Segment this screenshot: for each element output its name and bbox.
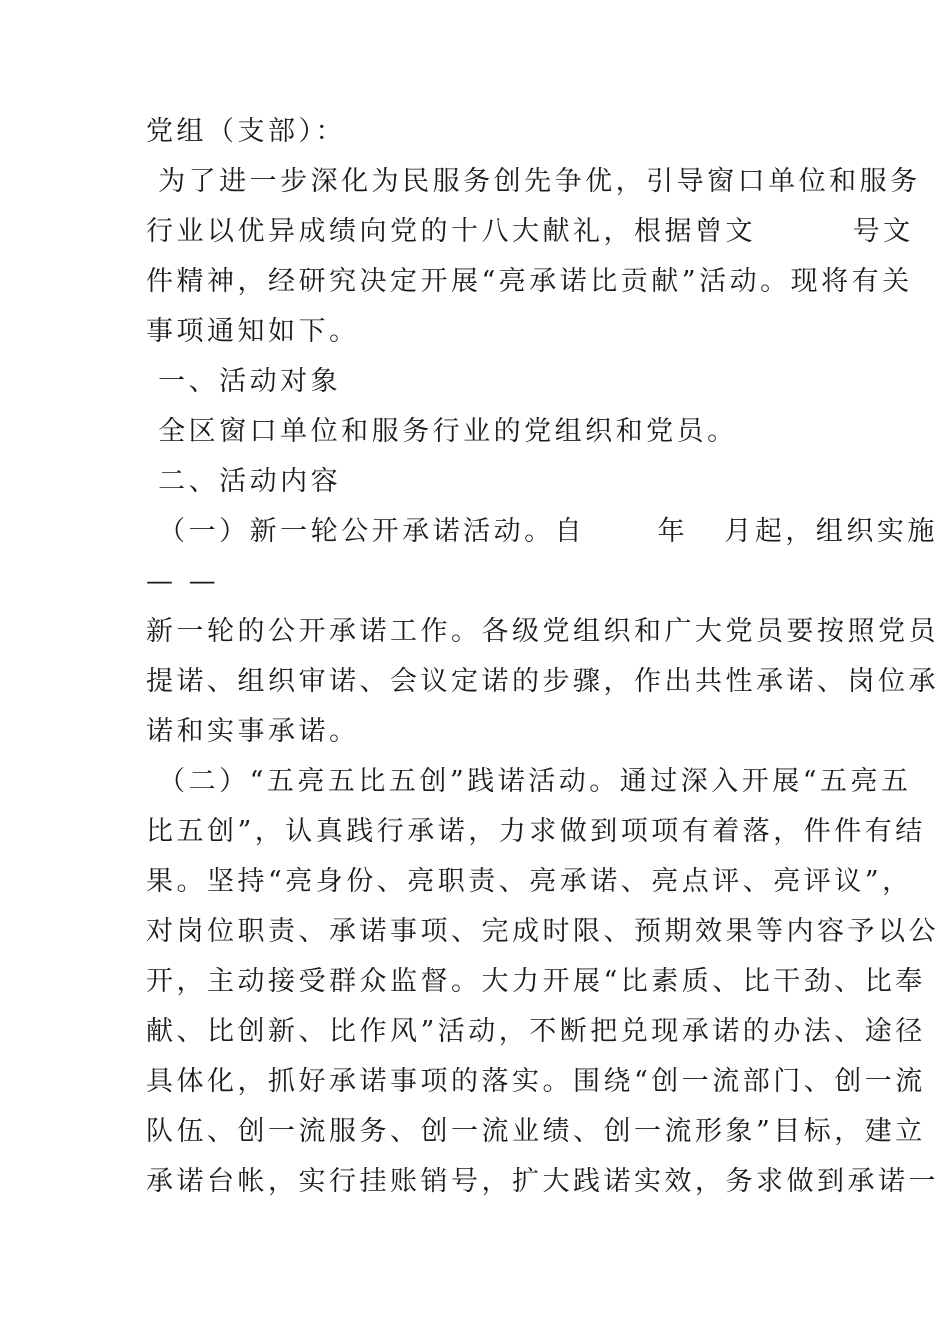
subsection-2-line: 承诺台帐，实行挂账销号，扩大践诺实效，务求做到承诺一: [146, 1166, 939, 1197]
subsection-2-line: 果。坚持“亮身份、亮职责、亮承诺、亮点评、亮评议”，: [146, 866, 913, 897]
paragraph-intro-line: 件精神，经研究决定开展“亮承诺比贡献”活动。现将有关: [146, 266, 913, 297]
section-heading-2: 二、活动内容: [146, 466, 342, 497]
subsection-1-line: （一）新一轮公开承诺活动。自 年 月起，组织实施: [146, 516, 938, 547]
subsection-1-line: 提诺、组织审诺、会议定诺的步骤，作出共性承诺、岗位承: [146, 666, 939, 697]
subsection-1-dash: — —: [146, 566, 220, 597]
paragraph-intro-line: 为了进一步深化为民服务创先争优，引导窗口单位和服务: [146, 166, 921, 197]
subsection-2-line: （二）“五亮五比五创”践诺活动。通过深入开展“五亮五: [146, 766, 912, 797]
section-1-text: 全区窗口单位和服务行业的党组织和党员。: [146, 416, 738, 447]
subsection-2-line: 对岗位职责、承诺事项、完成时限、预期效果等内容予以公: [146, 916, 939, 947]
subsection-1-line: 诺和实事承诺。: [146, 716, 360, 747]
subsection-2-line: 献、比创新、比作风”活动，不断把兑现承诺的办法、途径: [146, 1016, 926, 1047]
section-heading-1: 一、活动对象: [146, 366, 342, 397]
paragraph-intro-line: 事项通知如下。: [146, 316, 360, 347]
subsection-2-line: 开，主动接受群众监督。大力开展“比素质、比干劲、比奉: [146, 966, 926, 997]
subsection-1-line: 新一轮的公开承诺工作。各级党组织和广大党员要按照党员: [146, 616, 939, 647]
subsection-2-line: 具体化，抓好承诺事项的落实。围绕“创一流部门、创一流: [146, 1066, 926, 1097]
subsection-2-line: 比五创”，认真践行承诺，力求做到项项有着落，件件有结: [146, 816, 926, 847]
subsection-2-line: 队伍、创一流服务、创一流业绩、创一流形象”目标，建立: [146, 1116, 926, 1147]
paragraph-intro-line: 行业以优异成绩向党的十八大献礼，根据曾文 号文: [146, 216, 914, 247]
salutation: 党组（支部）：: [146, 116, 346, 147]
